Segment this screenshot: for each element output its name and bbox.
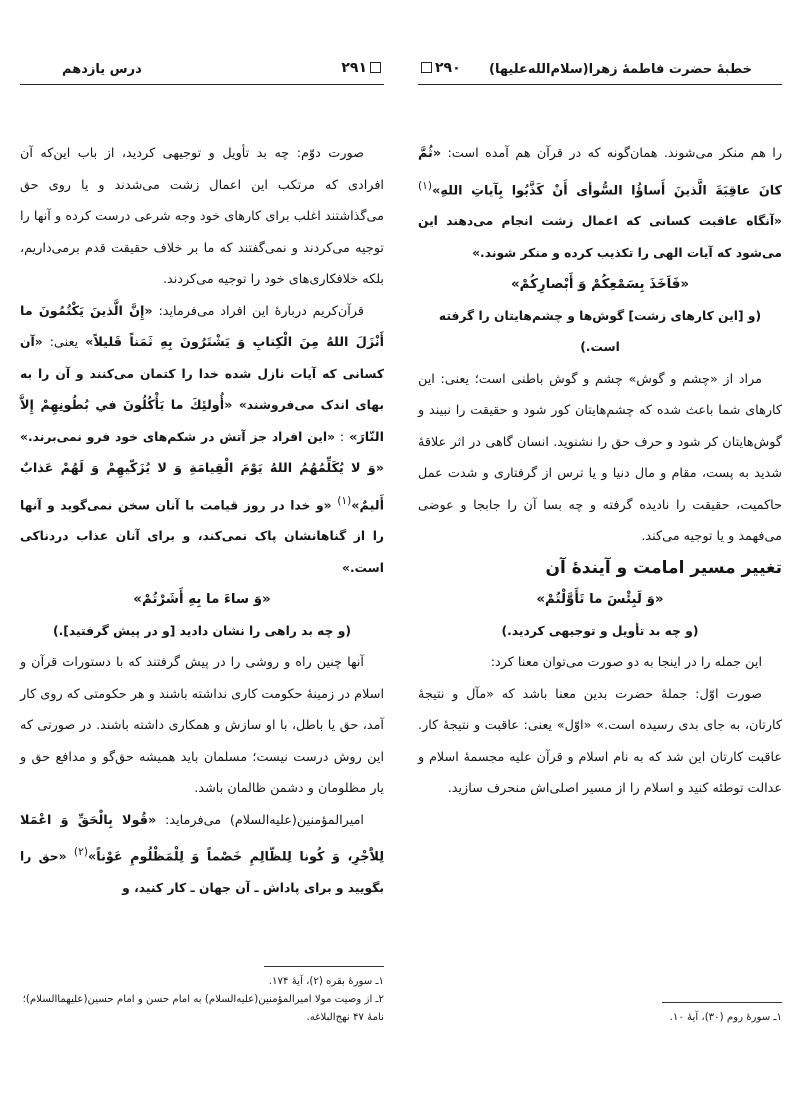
paragraph: صورت اوّل: جملهٔ حضرت بدین معنا باشد که «مآل و نتیجهٔ کارتان، به جای بدی رسیده است.» «اوّل» یعنی: عاقبت و نتیجهٔ کار. عاقبت کارتان این شد که به نام اسلام و قرآن علیه مجسمهٔ اسلام و عدالت توطئه کنید و اسلام را از مسیر اصلی‌اش منحرف سازید.: [418, 686, 782, 797]
section-heading: تغییر مسیر امامت و آیندهٔ آن: [545, 557, 782, 578]
page-number: ۲۹۰: [418, 60, 461, 76]
quran-quote: «إِنَّ الَّذينَ يَكْتُمُونَ ما أَنْزَلَ اللهُ مِنَ الْكِتابِ وَ يَشْتَرُونَ بِهِ ثَمَناً قَليلاً»: [20, 303, 384, 350]
footnote-ref: (۱): [418, 178, 433, 192]
sermon-translation: (و چه بد راهی را نشان دادید [و در پیش گرفتید].): [52, 623, 352, 638]
footnote: ۱ـ سورهٔ روم (۳۰)، آیهٔ ۱۰.: [669, 1012, 782, 1023]
paragraph: صورت دوّم: چه بد تأویل و توجیهی کردید، از باب این‌که آن افرادی که مرتکب این اعمال زشت می‌شدند و یا روی حق می‌گذاشتند اغلب برای کارهای خود وجه شرعی درست کرده و آنها را توجیه می‌کردند و نمی‌گفتند که ما بر خلاف حقیقت قدم برمی‌داریم، بلکه خلافکاری‌های خود را توجیه می‌کردند.: [20, 146, 384, 287]
square-icon: [421, 62, 432, 73]
page-number: ۲۹۱: [341, 60, 384, 76]
paragraph: امیرالمؤمنین(علیه‌السلام) می‌فرماید: «قُولا بِالْحَقِّ وَ اعْمَلا لِلاَْجْرِ، وَ كُونا لِلظّالِمِ خَصْماً وَ لِلْمَظْلُومِ عَوْناً»$^{(۲)}$ «حق را بگویید و برای پاداش ـ آن جهان ـ کار کنید، و: [20, 812, 385, 896]
footnote-rule: [662, 1002, 782, 1003]
paragraph: قرآن‌کریم دربارهٔ این افراد می‌فرماید: «إِنَّ الَّذينَ يَكْتُمُونَ ما أَنْزَلَ اللهُ مِنَ الْكِتابِ وَ يَشْتَرُونَ بِهِ ثَمَناً قَليلاً» یعنی: «آن کسانی که آیات نازل شده خدا را کتمان می‌کنند و آن را به بهای اندک می‌فروشند» «أُولئِكَ ما يَأْكُلُونَ في بُطُونِهِمْ إِلاَّ النّارَ» : «این افراد جز آتش در شکم‌های خود فرو نمی‌برند.» «وَ لا يُكَلِّمُهُمُ اللهُ يَوْمَ الْقِيامَةِ وَ لا يُزَكّيهِمْ وَ لَهُمْ عَذابٌ أَليمٌ»$^{(۱)}$ «و خدا در روز قیامت با آنان سخن نمی‌گوید و آنها را از گناهانشان پاک نمی‌کند، و برای آنان عذاب دردناکی است.»: [20, 303, 384, 575]
page-body: [418, 138, 782, 805]
footnote-rule: [264, 966, 384, 967]
sermon-translation: (و چه بد تأویل و توجیهی کردید.): [501, 623, 699, 638]
page-290: [418, 58, 782, 1058]
footnotes: [418, 1002, 782, 1027]
square-icon: [370, 62, 381, 73]
footnotes: [20, 966, 384, 1027]
translation: «آن کسانی که آیات نازل شده خدا را کتمان می‌کنند و آن را به بهای اندک می‌فروشند»: [20, 335, 384, 412]
translation: «این افراد جز آتش در شکم‌های خود فرو نمی‌برند.»: [20, 429, 336, 444]
paragraph: را هم منکر می‌شوند. همان‌گونه که در قرآن هم آمده است: «ثُمَّ كانَ عاقِبَةَ الَّذينَ أَساؤُا السُّوأى أَنْ كَذَّبُوا بِآياتِ اللهِ»$^{(۱)}$ «آنگاه عاقبت کسانی که اعمال زشت انجام می‌دهند این می‌شود که آیات الهی را تکذیب کرده و منکر شوند.»: [418, 146, 782, 260]
paragraph: مراد از «چشم و گوش» چشم و گوش باطنی است؛ یعنی: این کارهای شما باعث شده که چشم‌هایتان کور شود و حقیقت را نبیند و گوش‌هایتان کر شود و حرف حق را نشنوید. انسان گاهی در اثر علاقهٔ شدید به پست، مقام و مال دنیا و یا ترس از گرفتاری و شدت عمل حاکمیت، حقیقت را نادیده گرفته و چه بسا آن را جابجا و عوضی می‌فهمد و یا توجیه می‌کند.: [418, 371, 782, 545]
footnote-ref: (۱): [337, 493, 352, 507]
page-body: [20, 138, 384, 905]
sermon-quote: «وَ ساءَ ما بِهِ أَشَرْتُمْ»: [133, 592, 271, 608]
footnote: ۱ـ سورهٔ بقره (۲)، آیهٔ ۱۷۴.: [268, 976, 384, 987]
footnote: ۲ـ از وصیت مولا امیرالمؤمنین(علیه‌السلام) به امام حسن و امام حسین(علیهماالسلام)؛ نامهٔ ۴۷ نهج‌البلاغه.: [22, 994, 384, 1023]
paragraph: آنها چنین راه و روشی را در پیش گرفتند که با دستورات قرآن و اسلام در زمینهٔ حکومت کاری نداشته باشند و هر حکومتی که روی کار آمد، حق یا باطل، با او سازش و همکاری داشته باشند. در صورتی که این روش درست نیست؛ مسلمان باید همیشه حق‌گو و مدافع حق و یار مظلومان و دشمن ظالمان باشد.: [20, 655, 384, 797]
translation: «آنگاه عاقبت کسانی که اعمال زشت انجام می‌دهند این می‌شود که آیات الهی را تکذیب کرده و منکر شوند.»: [418, 214, 782, 260]
sermon-quote: «وَ لَبِئْسَ ما تَأَوَّلْتُمْ»: [536, 592, 664, 608]
sermon-quote: «فَاَخَذَ بِسَمْعِكُمْ وَ أَبْصارِكُمْ»: [510, 277, 690, 293]
translation: «حق را بگویید و برای پاداش ـ آن جهان ـ کار کنید، و: [20, 849, 384, 896]
hadith-quote: «قُولا بِالْحَقِّ وَ اعْمَلا لِلاَْجْرِ، وَ كُونا لِلظّالِمِ خَصْماً وَ لِلْمَظْلُومِ عَوْناً»: [20, 812, 385, 865]
translation: «و خدا در روز قیامت با آنان سخن نمی‌گوید و آنها را از گناهانشان پاک نمی‌کند، و برای آنان عذاب دردناکی است.»: [20, 497, 384, 575]
running-title: درس یازدهم: [62, 62, 142, 77]
quran-quote: «وَ لا يُكَلِّمُهُمُ اللهُ يَوْمَ الْقِيامَةِ وَ لا يُزَكّيهِمْ وَ لَهُمْ عَذابٌ أَليمٌ»: [20, 461, 384, 513]
sermon-translation: (و [این کارهای زشت] گوش‌ها و چشم‌هایتان را گرفته است.): [438, 308, 762, 355]
quran-quote: «ثُمَّ كانَ عاقِبَةَ الَّذينَ أَساؤُا السُّوأى أَنْ كَذَّبُوا بِآياتِ اللهِ»: [418, 146, 782, 198]
footnote-ref: (۲): [73, 845, 88, 859]
quran-quote: «أُولئِكَ ما يَأْكُلُونَ في بُطُونِهِمْ إِلاَّ النّارَ»: [20, 398, 384, 445]
page-header: [418, 58, 782, 85]
page-291: [20, 58, 384, 1058]
page-header: [20, 58, 384, 85]
paragraph: این جمله را در اینجا به دو صورت می‌توان معنا کرد:: [490, 655, 762, 671]
running-title: خطبهٔ حضرت فاطمهٔ زهرا(سلام‌الله‌علیها): [489, 62, 752, 77]
